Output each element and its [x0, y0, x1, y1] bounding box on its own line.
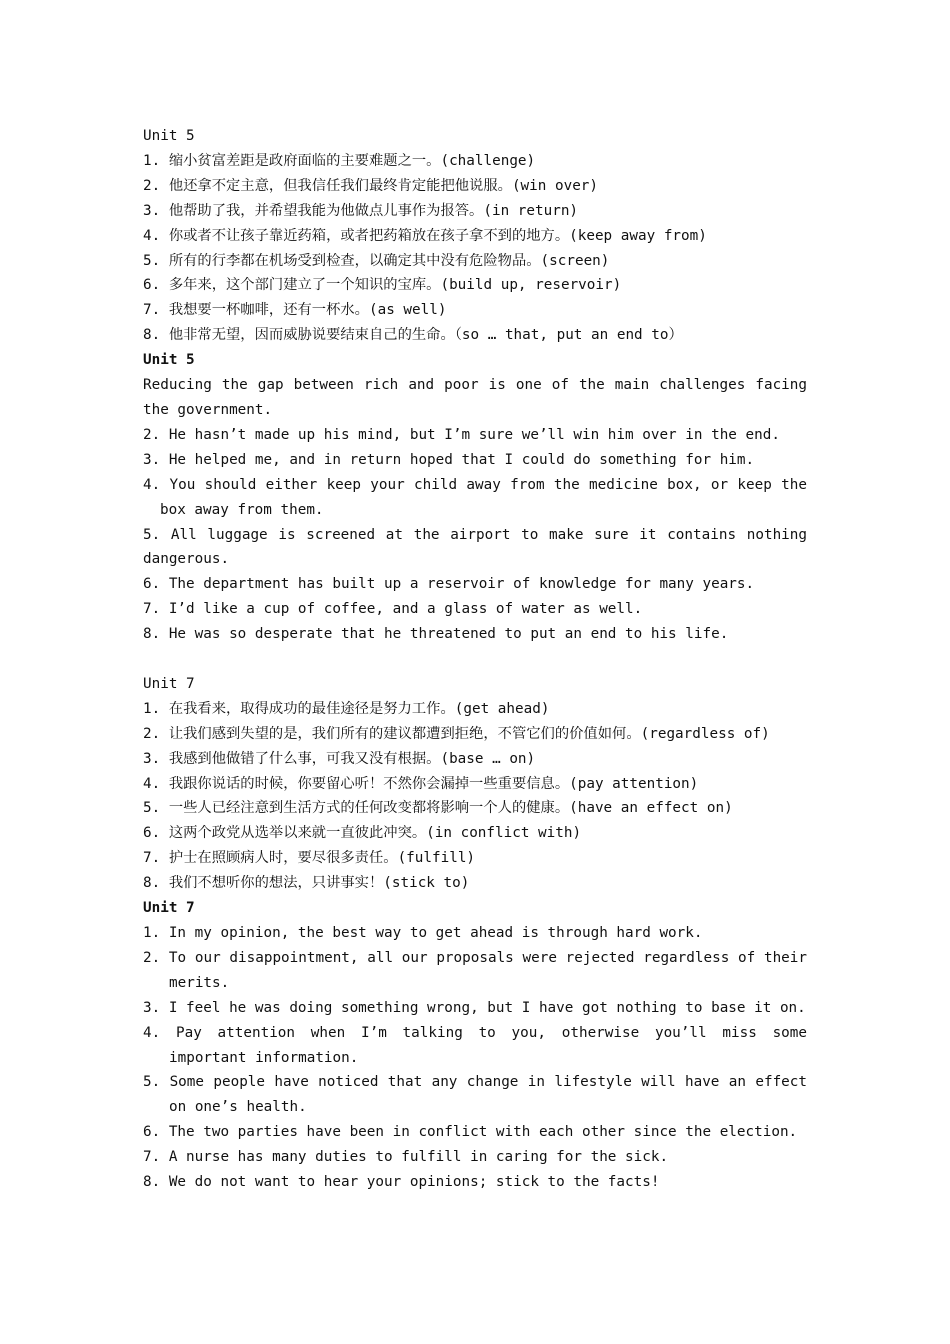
unit5-chinese-title: Unit 5 [143, 128, 195, 144]
unit7-en-item-8: 8. We do not want to hear your opinions; stick to the facts! [143, 1174, 660, 1191]
unit5-en-item-4: 4. You should either keep your child away from the medicine box, or keep the box away from them. [143, 476, 816, 518]
unit7-en-item-4: 4. Pay attention when I’m talking to you, otherwise you’ll miss some important information. [143, 1024, 816, 1066]
unit7-cn-item-6: 6. 这两个政党从选举以来就一直彼此冲突。(in conflict with) [143, 825, 582, 842]
unit5-cn-item-6: 6. 多年来，这个部门建立了一个知识的宝库。(build up, reservoir) [143, 277, 622, 294]
unit5-en-item-2: 2. He hasn’t made up his mind, but I’m sure we’ll win him over in the end. [143, 426, 780, 443]
unit7-en-item-1: 1. In my opinion, the best way to get ahead is through hard work. [143, 924, 703, 941]
unit5-cn-item-1: 1. 缩小贫富差距是政府面临的主要难题之一。(challenge) [143, 152, 536, 169]
unit5-en-item-8: 8. He was so desperate that he threatened to put an end to his life. [143, 626, 729, 643]
unit7-en-item-2: 2. To our disappointment, all our proposals were rejected regardless of their merits. [143, 949, 816, 991]
section-spacer [143, 647, 807, 672]
unit5-cn-item-5: 5. 所有的行李都在机场受到检查，以确定其中没有危险物品。(screen) [143, 252, 610, 269]
unit5-cn-item-7: 7. 我想要一杯咖啡，还有一杯水。(as well) [143, 302, 447, 319]
unit7-en-item-6: 6. The two parties have been in conflict with each other since the election. [143, 1124, 798, 1141]
unit7-cn-item-8: 8. 我们不想听你的想法，只讲事实！(stick to) [143, 875, 470, 892]
unit7-cn-item-2: 2. 让我们感到失望的是，我们所有的建议都遭到拒绝，不管它们的价值如何。(regardless of) [143, 725, 770, 742]
unit7-cn-item-1: 1. 在我看来，取得成功的最佳途径是努力工作。(get ahead) [143, 700, 550, 717]
unit5-cn-item-4: 4. 你或者不让孩子靠近药箱，或者把药箱放在孩子拿不到的地方。(keep away from) [143, 227, 707, 244]
unit5-en-item-3: 3. He helped me, and in return hoped that I could do something for him. [143, 451, 755, 468]
unit5-en-item-7: 7. I’d like a cup of coffee, and a glass of water as well. [143, 601, 643, 618]
unit5-chinese-section [143, 124, 807, 348]
unit7-english-title: Unit 7 [143, 900, 195, 917]
unit7-en-item-5: 5. Some people have noticed that any change in lifestyle will have an effect on one’s health. [143, 1074, 816, 1116]
unit7-cn-item-4: 4. 我跟你说话的时候，你要留心听！不然你会漏掉一些重要信息。(pay attention) [143, 775, 699, 792]
document-page [143, 124, 816, 1195]
unit7-en-item-3: 3. I feel he was doing something wrong, but I have got nothing to base it on. [143, 999, 806, 1016]
unit7-chinese-section [143, 672, 807, 896]
unit7-english-section [143, 896, 816, 1195]
unit7-cn-item-5: 5. 一些人已经注意到生活方式的任何改变都将影响一个人的健康。(have an effect on) [143, 800, 733, 817]
unit5-english-section [143, 348, 816, 647]
unit5-english-title: Unit 5 [143, 352, 195, 369]
unit7-cn-item-7: 7. 护士在照顾病人时，要尽很多责任。(fulfill) [143, 850, 476, 867]
unit7-chinese-title: Unit 7 [143, 675, 195, 692]
unit5-cn-item-8: 8. 他非常无望，因而威胁说要结束自己的生命。（so … that, put an end to） [143, 327, 683, 344]
unit5-en-item-5: 5. All luggage is screened at the airport to make sure it contains nothing dangerous. [143, 526, 816, 568]
unit5-en-item-6: 6. The department has built up a reservoir of knowledge for many years. [143, 576, 755, 593]
unit7-cn-item-3: 3. 我感到他做错了什么事，可我又没有根据。(base … on) [143, 750, 536, 767]
unit7-en-item-7: 7. A nurse has many duties to fulfill in caring for the sick. [143, 1149, 669, 1166]
unit5-cn-item-2: 2. 他还拿不定主意，但我信任我们最终肯定能把他说服。(win over) [143, 177, 599, 194]
unit5-cn-item-3: 3. 他帮助了我，并希望我能为他做点儿事作为报答。(in return) [143, 202, 579, 219]
unit5-en-item-1: Reducing the gap between rich and poor is one of the main challenges facing the government. [143, 377, 816, 418]
